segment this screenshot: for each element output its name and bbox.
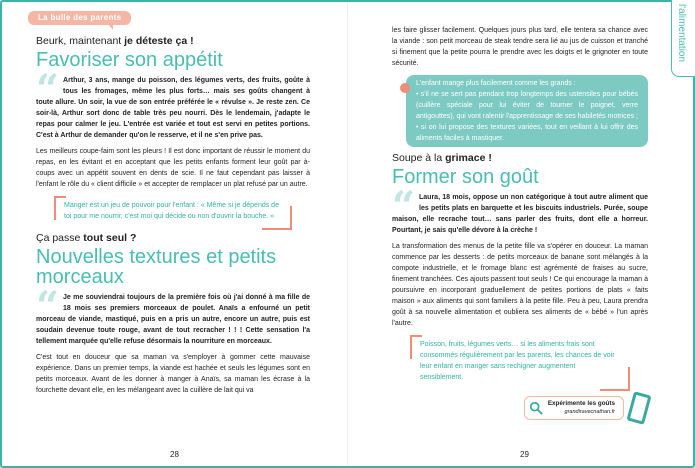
page-number: 28 <box>170 450 179 459</box>
web-link-title: Expérimente les goûts <box>547 400 615 407</box>
right-column <box>392 20 648 423</box>
smartphone-icon <box>626 391 651 425</box>
testimonial-text: Laura, 18 mois, oppose un non catégorique à tout autre aliment que les petits plats en barquette et les biscuits industriels. Purée, soupe maison, elle recrache tout… sans parler des fruits, dont elle a horreur. Pourtant, je sais qu'elle dévore à la crèche ! <box>392 194 648 234</box>
testimonial-arthur <box>36 66 310 141</box>
kicker-3 <box>392 152 648 165</box>
page-29 <box>348 0 695 468</box>
kicker-bold: je déteste ça ! <box>124 35 194 47</box>
body-paragraph: Les meilleurs coupe-faim sont les pleurs ! Il est donc important de réussir le moment du repas, en les évitant et en acceptant que les petits enfants forment leur goût par à-coups avec un appétit souvent en dents de scie. Il ne faut cependant pas laisser à l'enfant le rôle du « client difficile » et accepter de remplacer un plat refusé par un autre. <box>36 148 310 188</box>
info-item: • si on lui propose des textures variées, tout en veillant à lui offrir des aliments faciles à mastiquer. <box>416 124 638 142</box>
kicker-bold: grimace ! <box>445 152 492 164</box>
testimonial-text: Arthur, 3 ans, mange du poisson, des légumes verts, des fruits, goûte à tous les fromages, même les plus forts… mais ses goûts changent à toute allure. Un soir, la vue de son entrée préférée le « révulse ». Je reste zen. Ce soir-là, Arthur sort donc de table très peu nourri. Dès le lendemain, j'adapte le repas pour calmer le jeu. L'entrée est variée et tout est servi en petites portions. C'est à Arthur de demander qu'on le resserve, et il ne s'en prive pas. <box>36 77 310 139</box>
info-intro: L'enfant mange plus facilement comme les grands : <box>416 80 576 87</box>
testimonial-laura <box>392 183 648 236</box>
open-quote-icon: “ <box>392 183 416 230</box>
body-paragraph: La transformation des menus de la petite fille va s'opérer en douceur. La maman commence par les desserts : de petits morceaux de banane sont mélangés à la compote industrielle, et le fromage blanc est agrémenté de fraises au sucre, finement tranchées. Ces ajouts passent tout seuls ! Ce qui encourage la maman à poursuivre en incorporant graduellement de petites portions de plats « faits maison » aux aliments qui sont familiers à la petite fille. Peu à peu, Laura prendra goût à sa nouvelle alimentation et oubliera ses aliments de « bébé » l'un après l'autre. <box>392 243 648 327</box>
heading-textures: Nouvelles textures et petits morceaux <box>36 246 277 288</box>
pull-quote-text: Manger est un jeu de pouvoir pour l'enfant : « Même si je dépends de toi pour me nourrir, c'est moi qui décide ou non d'ouvrir la bouche. » <box>64 202 279 220</box>
info-box <box>406 75 648 147</box>
kicker-text: Beurk, maintenant <box>36 35 125 47</box>
web-link-url[interactable]: grandiravecnathan.fr <box>564 409 615 415</box>
left-column <box>36 30 310 396</box>
search-icon <box>529 401 543 415</box>
testimonial-text: Je me souviendrai toujours de la première fois où j'ai donné à ma fille de 18 mois ses premiers morceaux de poulet. Anaïs a enfourné un petit morceau de viande, mastiqué, puis en a pris un autre, encore un autre, puis est soudain devenue toute rouge, avant de tout recracher ! ! ! Cette sensation l'a tellement marquée qu'elle refuse désormais la nourriture en morceaux. <box>36 294 310 345</box>
web-link-row <box>392 393 648 423</box>
kicker-bold: tout seul ? <box>83 232 137 244</box>
kicker-1 <box>36 35 310 48</box>
kicker-text: Ça passe <box>36 232 84 244</box>
open-quote-icon: “ <box>36 66 60 113</box>
section-label: La bulle des parents <box>28 11 131 25</box>
heading-favoriser: Favoriser son appétit <box>36 49 223 71</box>
pull-quote <box>410 335 630 387</box>
body-paragraph: C'est tout en douceur que sa maman va s'employer à gommer cette mauvaise expérience. Dans un premier temps, la viande est hachée et seuls les légumes sont en petits morceaux. Avant de les donner à manger à Anaïs, sa maman les écrase à la fourchette devant elle, en les mélangeant avec la cuillère de lait qui va <box>36 354 310 394</box>
kicker-2 <box>36 232 310 245</box>
chapter-tab[interactable] <box>671 0 695 77</box>
heading-gout: Former son goût <box>392 166 539 188</box>
pull-quote-text: Poisson, fruits, légumes verts… si les aliments frais sont consommés régulièrement par les parents, les chances de voir leur enfant en manger sans rechigner augmentent sensiblement. <box>420 341 615 381</box>
open-quote-icon: “ <box>36 283 60 330</box>
testimonial-anais <box>36 283 310 347</box>
page-number: 29 <box>520 450 529 459</box>
page-28 <box>0 0 347 468</box>
info-box-wrapper <box>392 75 648 147</box>
pull-quote <box>54 196 292 226</box>
chapter-tab-label: l'alimentation <box>676 4 687 63</box>
info-item: • s'il ne se sert pas pendant trop longtemps des ustensiles pour bébés (cuillère spéciale pour lui éviter de tourner le poignet, verre antigouttes), qui vont ralentir l'apprentissage de ses habiletés motrices ; <box>416 91 638 120</box>
kicker-text: Soupe à la <box>392 152 446 164</box>
body-paragraph: les faire glisser facilement. Quelques jours plus tard, elle tentera sa chance avec la viande : son petit morceau de steak tendre sera lié au jus de cuisson et tranché si finement que la petite pourra le prendre avec les doigts et le grignoter en toute sécurité. <box>392 27 648 67</box>
bullet-dot-icon <box>400 83 410 93</box>
web-link-box[interactable] <box>524 396 624 420</box>
web-link-text <box>548 400 615 416</box>
